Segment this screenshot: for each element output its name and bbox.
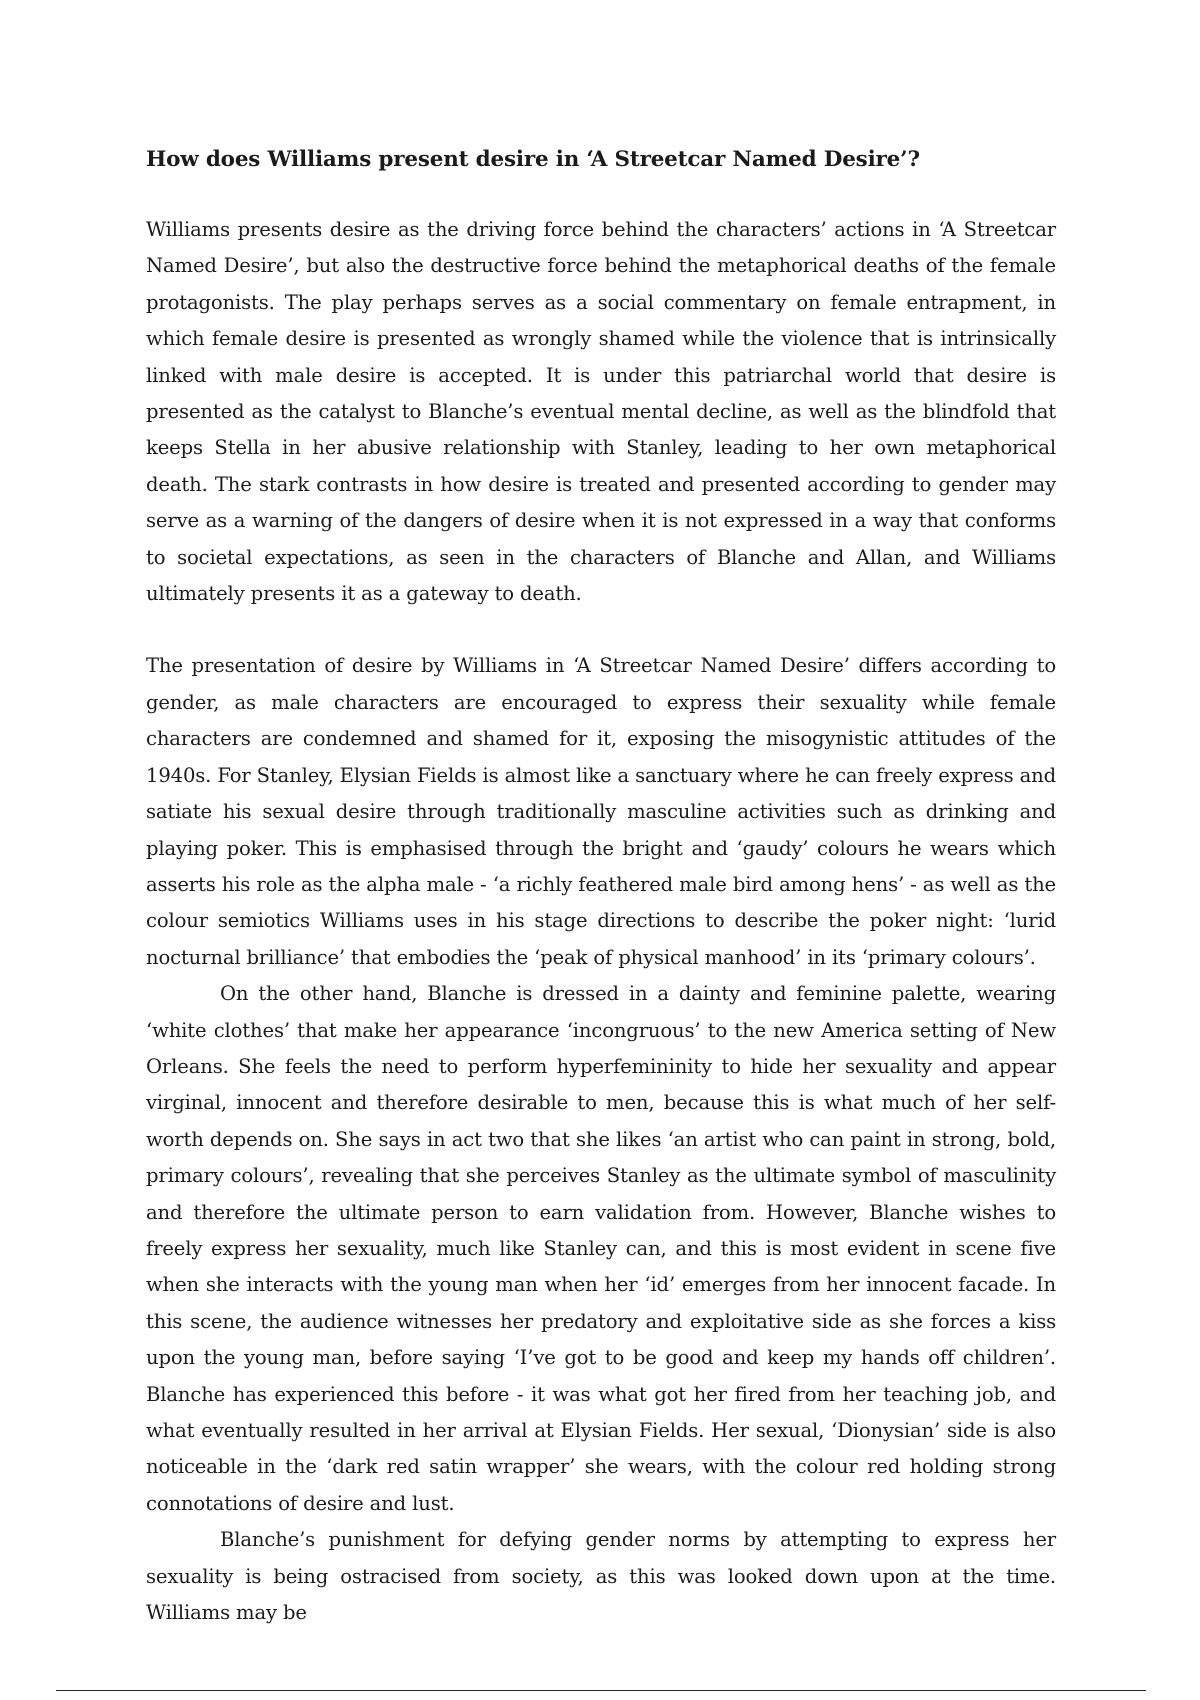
paragraph-stanley-desire: The presentation of desire by Williams in ‘A Streetcar Named Desire’ differs according to gender, as male characters are encouraged to express their sexuality while female characters are condemned and shamed for it, exposing the misogynistic attitudes of the 1940s. For Stanley, Elysian Fields is almost like a sanctuary where he can freely express and satiate his sexual desire through traditionally masculine activities such as drinking and playing poker. This is emphasised through the bright and ‘gaudy’ colours he wears which asserts his role as the alpha male - ‘a richly feathered male bird among hens’ - as well as the colour semiotics Williams uses in his stage directions to describe the poker night: ‘lurid nocturnal brilliance’ that embodies the ‘peak of physical manhood’ in its ‘primary colours’. <box>146 654 1056 969</box>
paragraph-blanche-palette: On the other hand, Blanche is dressed in a dainty and feminine palette, wearing ‘white clothes’ that make her appearance ‘incongruous’ to the new America setting of New Orleans. She feels the need to perform hyperfemininity to hide her sexuality and appear virginal, innocent and therefore desirable to men, because this is what much of her self-worth depends on. She says in act two that she likes ‘an artist who can paint in strong, bold, primary colours’, revealing that she perceives Stanley as the ultimate symbol of masculinity and therefore the ultimate person to earn validation from. However, Blanche wishes to freely express her sexuality, much like Stanley can, and this is most evident in scene five when she interacts with the young man when her ‘id’ emerges from her innocent facade. In this scene, the audience witnesses her predatory and exploitative side as she forces a kiss upon the young man, before saying ‘I’ve got to be good and keep my hands off children’. Blanche has experienced this before - it was what got her fired from her teaching job, and what eventually resulted in her arrival at Elysian Fields. Her sexual, ‘Dionysian’ side is also noticeable in the ‘dark red satin wrapper’ she wears, with the colour red holding strong connotations of desire and lust. <box>146 982 1056 1515</box>
essay-body <box>146 142 1056 1631</box>
essay-title: How does Williams present desire in ‘A Streetcar Named Desire’? <box>146 147 920 172</box>
footer-divider <box>56 1690 1146 1691</box>
paragraph-introduction: Williams presents desire as the driving force behind the characters’ actions in ‘A Streetcar Named Desire’, but also the destructive force behind the metaphorical deaths of the female protagonists. The play perhaps serves as a social commentary on female entrapment, in which female desire is presented as wrongly shamed while the violence that is intrinsically linked with male desire is accepted. It is under this patriarchal world that desire is presented as the catalyst to Blanche’s eventual mental decline, as well as the blindfold that keeps Stella in her abusive relationship with Stanley, leading to her own metaphorical death. The stark contrasts in how desire is treated and presented according to gender may serve as a warning of the dangers of desire when it is not expressed in a way that conforms to societal expectations, as seen in the characters of Blanche and Allan, and Williams ultimately presents it as a gateway to death. <box>146 218 1056 606</box>
paragraph-blanche-punishment: Blanche’s punishment for defying gender norms by attempting to express her sexuality is being ostracised from society, as this was looked down upon at the time. Williams may be <box>146 1528 1056 1625</box>
spacer <box>146 612 1056 648</box>
spacer <box>146 178 1056 212</box>
